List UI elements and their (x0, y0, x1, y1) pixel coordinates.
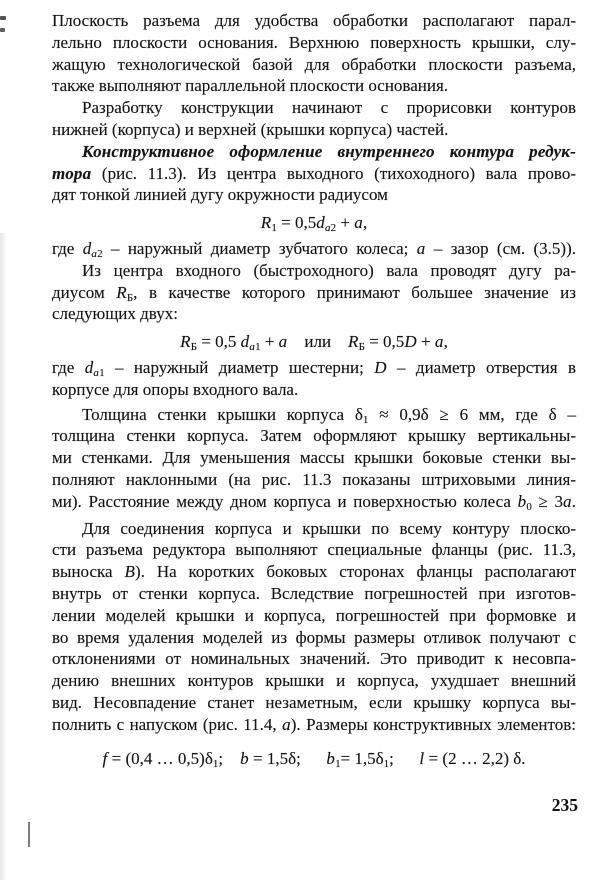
text-line: Конструктивное оформление внутреннего контура редук- (82, 141, 576, 161)
text-line: где $d_{a2}$ – наружный диаметр зубчатого колеса; a – зазор (см. (3.5)). (52, 238, 576, 260)
text-line: толщина стенки корпуса. Затем оформляют крышку вертикальны- (52, 426, 576, 446)
page-number: 235 (551, 795, 578, 815)
text-block (52, 10, 576, 773)
paragraph (52, 10, 576, 97)
paragraph (52, 97, 576, 141)
text-line: дению внешних контуров крышки и корпуса, ухудшает внешний (52, 671, 576, 691)
text-line: внутрь от стенки корпуса. Вследствие погрешностей при изготов- (52, 583, 576, 603)
scan-speck (0, 28, 5, 32)
text-line: тора (рис. 11.3). Из центра выходного (тихоходного) вала прово- (52, 163, 576, 183)
text-line: корпусе для опоры входного вала. (52, 379, 299, 399)
text-line: диусом $R_Б$, в качестве которого принимают большее значение из (52, 282, 576, 304)
text-line: лельно плоскости основания. Верхнюю поверхность крышки, слу- (52, 32, 576, 52)
text-line: во время удаления моделей из формы размеры отливок получают с (52, 627, 576, 647)
text-line: Для соединения корпуса и крышки по всему контуру плоско- (82, 518, 576, 538)
text-line: следующих двух: (52, 304, 178, 324)
paragraph (52, 518, 576, 736)
text-line: вид. Несовпадение станет незаметным, если крышку корпуса вы- (52, 692, 576, 712)
text-line: выноска В). На коротких боковых сторонах фланцы располагают (52, 562, 577, 582)
text-line: жащую технологической базой для обработки плоскости разъема, (52, 54, 576, 74)
text-line: полнить с напуском (рис. 11.4, а). Размеры конструктивных элементов: (52, 714, 576, 734)
paragraph (52, 141, 576, 206)
text-line: Разработку конструкции начинают с прорисовки контуров (82, 98, 576, 118)
scan-edge-shadow (0, 233, 7, 880)
paragraph (52, 238, 576, 260)
text-line: полняют наклонными (на рис. 11.3 показаны штриховыми линия- (52, 469, 576, 489)
text-line: Толщина стенки крышки корпуса $\delta_1 \approx 0,9\delta \ge 6$ мм, где δ – (82, 404, 576, 426)
text-line: Из центра входного (быстроходного) вала проводят дугу ра- (82, 260, 576, 280)
text-line: лении моделей крышки и корпуса, погрешностей при формовке и (52, 605, 576, 625)
text-line: Плоскость разъема для удобства обработки располагают парал- (52, 11, 576, 30)
scan-tick-mark (28, 822, 30, 847)
text-line: ми). Расстояние между дном корпуса и поверхностью колеса $b_0 \ge 3a$. (52, 491, 576, 513)
text-line: дят тонкой линией дугу окружности радиусом (52, 185, 388, 205)
text-line: сти разъема редуктора выполняют специальные фланцы (рис. 11.3, (52, 540, 576, 560)
paragraph (52, 357, 576, 401)
formula-line: f = (0,4 … $0,5)\delta_1$; b = 1,5δ; $b_1= 1,5\delta_1$; l = (2 … 2,2) δ. (102, 748, 526, 770)
text-line: нижней (корпуса) и верхней (крышки корпуса) частей. (52, 119, 449, 139)
text-line: где $d_{a1}$ – наружный диаметр шестерни; D – диаметр отверстия в (52, 357, 576, 379)
text-line: отклонениями от номинальных значений. Это приводит к несовпа- (52, 649, 576, 669)
text-line: ми стенками. Для уменьшения массы крышки боковые стенки вы- (52, 448, 576, 468)
formula-line: $R_1 = 0,5d_{a2} + a$, (260, 213, 368, 235)
formula-line: $R_Б = 0,5$ $d_{a1} + a$ или $R_Б = 0,5D + a$, (180, 332, 448, 354)
paragraph (52, 404, 576, 513)
scan-speck (0, 16, 6, 20)
text-line: также выполняют параллельной плоскости основания. (52, 76, 449, 96)
paragraph (52, 260, 576, 325)
